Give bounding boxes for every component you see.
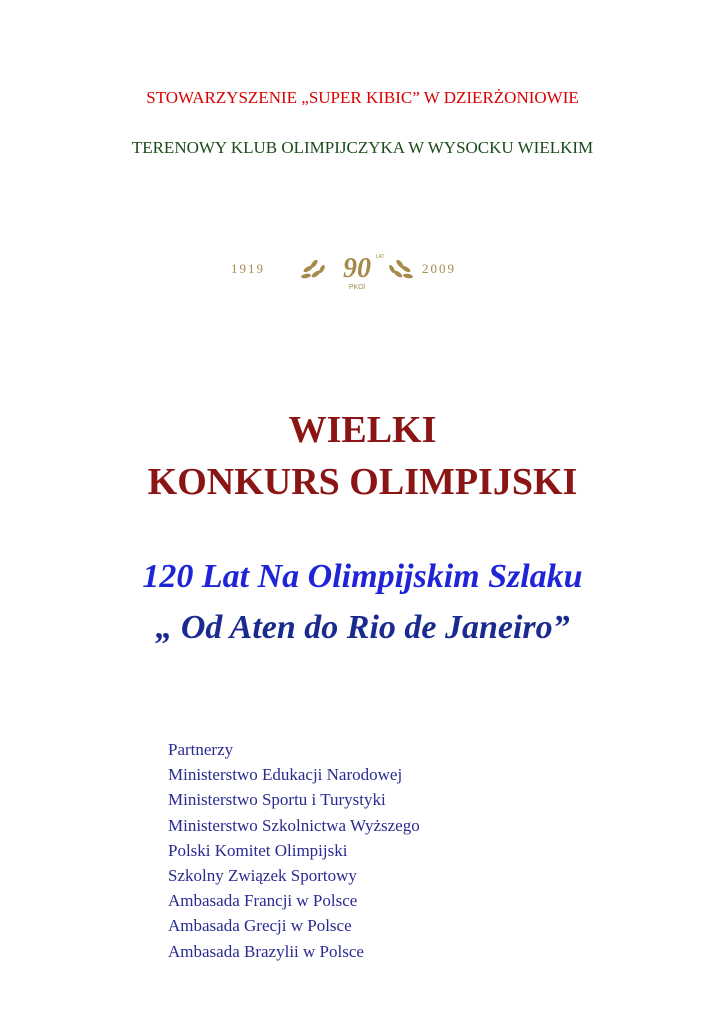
subtitle-line-1: 120 Lat Na Olimpijskim Szlaku (142, 558, 583, 595)
subtitle-line-2: „ Od Aten do Rio de Janeiro” (155, 609, 570, 646)
organization-line-2: TERENOWY KLUB OLIMPIJCZYKA W WYSOCKU WIELKIM (131, 138, 594, 157)
partners-list (168, 737, 420, 964)
partner-item: Ambasada Grecji w Polsce (168, 916, 352, 936)
logo-emblem-text: PKOl (348, 284, 366, 291)
partner-item: Polski Komitet Olimpijski (168, 840, 348, 860)
organization-line-1: STOWARZYSZENIE „SUPER KIBIC” W DZIERŻONIOWIE (146, 88, 579, 107)
partner-item: Ministerstwo Sportu i Turystyki (168, 790, 386, 810)
logo-year-end: 2009 (422, 261, 456, 276)
logo-year-start: 1919 (231, 261, 265, 276)
laurel-emblem-icon (292, 249, 422, 293)
anniversary-logo (225, 249, 500, 293)
partner-item: Szkolny Związek Sportowy (168, 866, 357, 886)
partner-item: Ambasada Brazylii w Polsce (168, 941, 364, 961)
partner-item: Ministerstwo Szkolnictwa Wyższego (168, 815, 420, 835)
partner-item: Ambasada Francji w Polsce (168, 891, 358, 911)
main-title-line-1: WIELKI (288, 409, 437, 451)
partners-heading: Partnerzy (168, 740, 234, 759)
main-title-line-2: KONKURS OLIMPIJSKI (147, 461, 578, 503)
logo-emblem-superscript: LAT (375, 254, 385, 260)
partner-item: Ministerstwo Edukacji Narodowej (168, 765, 403, 785)
logo-emblem-number: 90 (343, 253, 371, 284)
